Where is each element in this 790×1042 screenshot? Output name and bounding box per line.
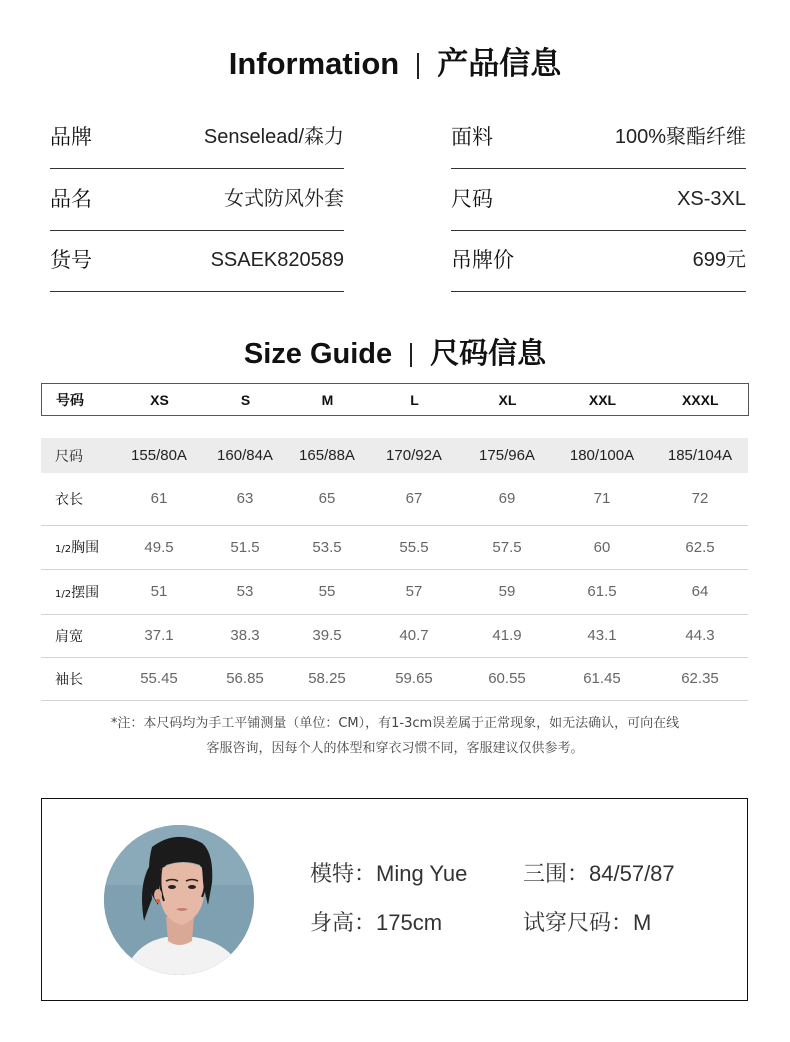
model-measurements <box>523 859 675 890</box>
table-cell: 55 <box>288 569 366 614</box>
information-title <box>0 44 790 84</box>
table-cell: 175/96A <box>462 438 552 473</box>
size-guide-title-cn: 尺码信息 <box>430 336 547 370</box>
model-info-box <box>41 798 748 1001</box>
model-measurements-label: 三围： <box>523 862 590 887</box>
table-cell: 62.5 <box>652 525 748 569</box>
size-table <box>41 438 748 701</box>
table-cell: 40.7 <box>366 614 462 657</box>
table-cell: 38.3 <box>202 614 288 657</box>
info-key: 面料 <box>451 125 493 149</box>
table-cell: 43.1 <box>552 614 652 657</box>
table-cell: 41.9 <box>462 614 552 657</box>
model-name-label: 模特： <box>310 862 377 887</box>
table-cell: 62.35 <box>652 657 748 700</box>
size-note-line-2: 客服咨询，因每个人的体型和穿衣习惯不同，客服建议仅供参考。 <box>206 741 584 756</box>
info-value: Senselead/森力 <box>203 126 344 148</box>
info-row-tag-price <box>451 229 746 292</box>
table-cell: 60.55 <box>462 657 552 700</box>
information-title-cn: 产品信息 <box>437 46 562 82</box>
table-cell: 64 <box>652 569 748 614</box>
table-cell: 57.5 <box>462 525 552 569</box>
model-portrait-image <box>104 825 254 975</box>
size-guide-title-en: Size Guide <box>243 338 393 370</box>
table-row <box>41 614 748 657</box>
table-cell: 72 <box>652 473 748 525</box>
info-row-brand <box>50 106 344 169</box>
row-label-prefix: 1/2 <box>55 544 72 555</box>
model-height-value: 175cm <box>376 910 443 935</box>
header-cell: XXL <box>588 391 617 408</box>
table-row <box>41 473 748 525</box>
table-cell: 37.1 <box>116 614 202 657</box>
table-cell: 170/92A <box>366 438 462 473</box>
size-note-line-1: *注：本尺码均为手工平铺测量（单位：CM），有1-3cm误差属于正常现象，如无法确认，可向在线 <box>110 716 680 731</box>
table-cell: 61 <box>116 473 202 525</box>
header-cell: M <box>321 391 334 408</box>
row-label: 袖长 <box>41 657 116 700</box>
table-row <box>41 657 748 700</box>
table-cell: 49.5 <box>116 525 202 569</box>
model-trial-size <box>523 908 651 939</box>
table-cell: 60 <box>552 525 652 569</box>
header-cell: L <box>410 391 419 408</box>
table-cell: 58.25 <box>288 657 366 700</box>
header-cell: XXXL <box>681 391 719 408</box>
info-key: 品牌 <box>50 125 92 149</box>
row-label: 尺码 <box>41 438 116 473</box>
row-label: 肩宽 <box>41 614 116 657</box>
size-guide-title <box>0 334 790 373</box>
table-row <box>41 438 748 473</box>
table-cell: 69 <box>462 473 552 525</box>
info-value: 699元 <box>692 249 746 271</box>
row-label <box>41 525 116 569</box>
size-table-header <box>41 383 749 416</box>
info-key: 品名 <box>50 187 92 211</box>
info-value: 女式防风外套 <box>224 188 344 210</box>
info-value: 100%聚酯纤维 <box>614 126 746 148</box>
header-cell: XS <box>150 391 169 408</box>
table-row <box>41 569 748 614</box>
table-cell: 65 <box>288 473 366 525</box>
model-name <box>310 859 467 890</box>
info-key: 吊牌价 <box>451 248 514 272</box>
header-cell: 号码 <box>56 391 84 408</box>
table-cell: 67 <box>366 473 462 525</box>
model-trial-size-value: M <box>633 910 652 935</box>
row-label-prefix: 1/2 <box>55 588 72 600</box>
row-label-text: 摆围 <box>71 584 100 601</box>
info-value: XS-3XL <box>677 188 746 210</box>
table-cell: 71 <box>552 473 652 525</box>
table-cell: 55.45 <box>116 657 202 700</box>
header-cell: S <box>240 391 251 408</box>
row-label: 衣长 <box>41 473 116 525</box>
title-divider <box>417 53 419 79</box>
table-cell: 59 <box>462 569 552 614</box>
model-measurements-value: 84/57/87 <box>589 861 675 886</box>
info-row-item-number <box>50 229 344 292</box>
table-cell: 51 <box>116 569 202 614</box>
information-title-en: Information <box>228 46 400 81</box>
row-label-text: 胸围 <box>71 540 100 556</box>
title-divider <box>410 343 412 367</box>
size-header-row <box>42 384 749 416</box>
table-cell: 165/88A <box>288 438 366 473</box>
table-cell: 59.65 <box>366 657 462 700</box>
table-cell: 44.3 <box>652 614 748 657</box>
model-avatar <box>104 825 254 975</box>
model-height-label: 身高： <box>310 911 377 936</box>
table-cell: 53 <box>202 569 288 614</box>
info-key: 尺码 <box>451 187 493 211</box>
table-cell: 185/104A <box>652 438 748 473</box>
info-row-product-name <box>50 168 344 231</box>
table-cell: 63 <box>202 473 288 525</box>
table-cell: 155/80A <box>116 438 202 473</box>
table-cell: 180/100A <box>552 438 652 473</box>
model-height <box>310 908 442 939</box>
table-cell: 56.85 <box>202 657 288 700</box>
info-key: 货号 <box>50 248 92 272</box>
header-cell: XL <box>498 391 517 408</box>
row-label <box>41 569 116 614</box>
table-cell: 61.45 <box>552 657 652 700</box>
table-cell: 51.5 <box>202 525 288 569</box>
table-cell: 53.5 <box>288 525 366 569</box>
info-row-fabric <box>451 106 746 169</box>
table-cell: 55.5 <box>366 525 462 569</box>
table-row <box>41 525 748 569</box>
model-trial-size-label: 试穿尺码： <box>523 911 634 936</box>
table-cell: 160/84A <box>202 438 288 473</box>
table-cell: 39.5 <box>288 614 366 657</box>
info-value: SSAEK820589 <box>210 249 344 271</box>
table-cell: 57 <box>366 569 462 614</box>
table-cell: 61.5 <box>552 569 652 614</box>
info-row-size-range <box>451 168 746 231</box>
model-name-value: Ming Yue <box>376 861 468 886</box>
